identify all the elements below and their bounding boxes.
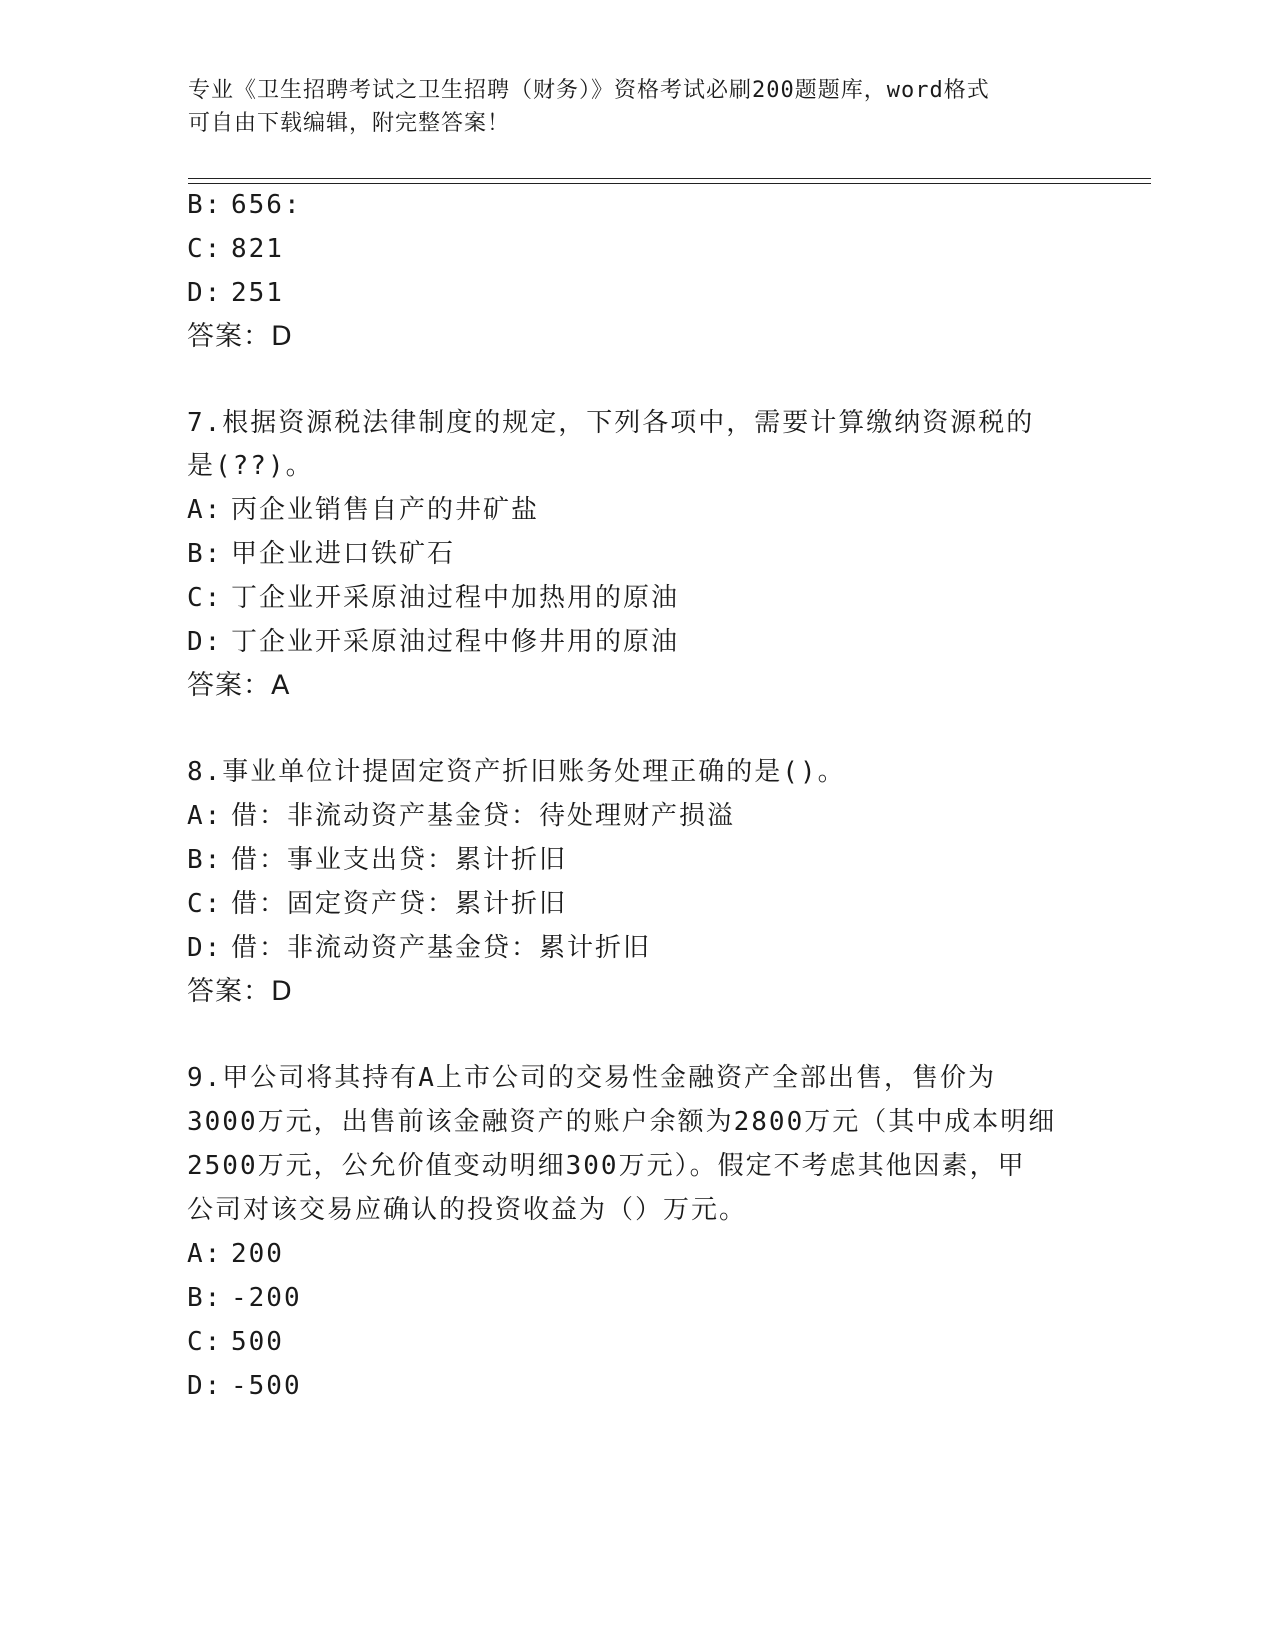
- option-text: -200: [231, 1283, 302, 1313]
- q9-option-d: [187, 1369, 302, 1403]
- q7-option-b: [187, 537, 455, 571]
- header-title-line-2: 可自由下载编辑，附完整答案！: [188, 111, 511, 136]
- option-text: 借：非流动资产基金贷：累计折旧: [231, 933, 652, 963]
- q9-stem-line-1: 9.甲公司将其持有A上市公司的交易性金融资产全部出售，售价为: [187, 1063, 996, 1093]
- option-label: D:: [187, 1371, 223, 1401]
- q8-option-a: [187, 799, 735, 833]
- option-text: 借：固定资产贷：累计折旧: [231, 889, 568, 919]
- q6-option-d: [187, 276, 284, 310]
- option-text: 借：事业支出贷：累计折旧: [231, 845, 568, 875]
- option-label: D:: [187, 627, 223, 657]
- option-label: A:: [187, 801, 223, 831]
- option-label: B:: [187, 190, 223, 220]
- q8-option-b: [187, 843, 567, 877]
- option-label: C:: [187, 1327, 223, 1357]
- q8-answer: 答案：D: [187, 976, 293, 1007]
- header-divider: [188, 178, 1151, 179]
- option-label: A:: [187, 495, 223, 525]
- option-label: C:: [187, 583, 223, 613]
- option-text: -500: [231, 1371, 302, 1401]
- option-text: 656:: [231, 190, 302, 220]
- option-label: C:: [187, 234, 223, 264]
- option-text: 丁企业开采原油过程中修井用的原油: [231, 627, 680, 657]
- q7-stem-line-1: 7.根据资源税法律制度的规定，下列各项中，需要计算缴纳资源税的: [187, 408, 1035, 438]
- q9-option-a: [187, 1237, 284, 1271]
- q7-answer: 答案：A: [187, 670, 291, 701]
- q6-option-b: [187, 188, 302, 222]
- q9-option-b: [187, 1281, 302, 1315]
- q9-stem-line-4: 公司对该交易应确认的投资收益为（）万元。: [187, 1195, 748, 1225]
- option-label: B:: [187, 845, 223, 875]
- option-text: 甲企业进口铁矿石: [231, 539, 456, 569]
- q8-option-c: [187, 887, 567, 921]
- q7-option-c: [187, 581, 679, 615]
- header-title-line-1: 专业《卫生招聘考试之卫生招聘（财务）》资格考试必刷200题题库，word格式: [188, 78, 990, 103]
- option-text: 200: [231, 1239, 284, 1269]
- document-header: [188, 74, 1088, 140]
- option-label: B:: [187, 1283, 223, 1313]
- q7-option-d: [187, 625, 679, 659]
- q6-answer: 答案：D: [187, 321, 293, 352]
- header-divider-thin: [188, 183, 1151, 184]
- option-text: 丁企业开采原油过程中加热用的原油: [231, 583, 680, 613]
- option-text: 借：非流动资产基金贷：待处理财产损溢: [231, 801, 736, 831]
- option-label: D:: [187, 933, 223, 963]
- option-text: 500: [231, 1327, 284, 1357]
- q7-option-a: [187, 493, 539, 527]
- q9-stem-line-2: 3000万元，出售前该金融资产的账户余额为2800万元（其中成本明细: [187, 1107, 1057, 1137]
- option-text: 251: [231, 278, 284, 308]
- option-label: A:: [187, 1239, 223, 1269]
- q7-stem-line-2: 是(??)。: [187, 451, 314, 481]
- q6-option-c: [187, 232, 284, 266]
- q8-option-d: [187, 931, 651, 965]
- q9-stem-line-3: 2500万元，公允价值变动明细300万元）。假定不考虑其他因素，甲: [187, 1151, 1026, 1181]
- option-label: D:: [187, 278, 223, 308]
- q8-stem-line-1: 8.事业单位计提固定资产折旧账务处理正确的是()。: [187, 757, 846, 787]
- option-text: 丙企业销售自产的井矿盐: [231, 495, 540, 525]
- option-text: 821: [231, 234, 284, 264]
- option-label: C:: [187, 889, 223, 919]
- q9-option-c: [187, 1325, 284, 1359]
- option-label: B:: [187, 539, 223, 569]
